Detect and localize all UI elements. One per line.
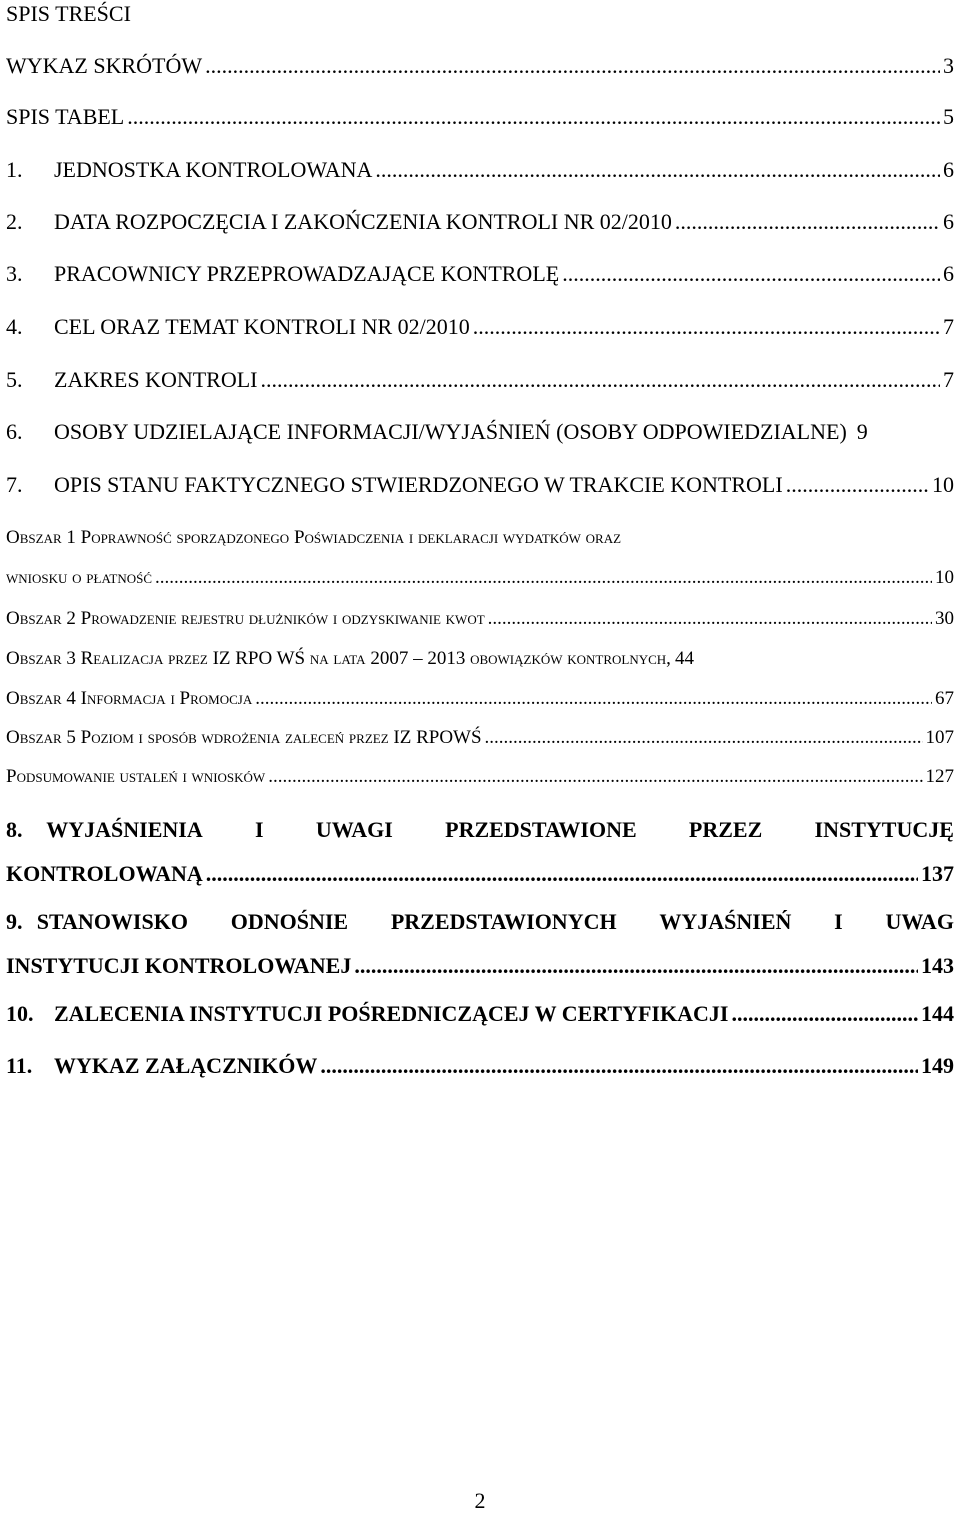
toc-entry-label: JEDNOSTKA KONTROLOWANA: [54, 157, 373, 182]
toc-dot-leader: [155, 564, 932, 592]
toc-word: WYJAŚNIENIA: [46, 817, 203, 842]
toc-entry-page: 9: [856, 419, 868, 444]
toc-dot-leader: [786, 471, 929, 499]
toc-subentry-obszar-3[interactable]: [6, 645, 954, 673]
toc-entry-3[interactable]: [6, 260, 954, 288]
toc-entry-page: 127: [925, 766, 954, 787]
toc-entry-label: DATA ROZPOCZĘCIA I ZAKOŃCZENIA KONTROLI NR 02/2010: [54, 209, 672, 234]
toc-word: WYJAŚNIEŃ: [659, 909, 792, 934]
toc-entry-label: ZALECENIA INSTYTUCJI POŚREDNICZĄCEJ W CERTYFIKACJI: [54, 1001, 729, 1026]
toc-entry-number: 10.: [6, 1001, 34, 1026]
toc-subentry-label: Obszar 2 Prowadzenie rejestru dłużników i odzyskiwanie kwot: [6, 608, 485, 629]
toc-dot-leader: [261, 366, 941, 394]
toc-entry-label: PRACOWNICY PRZEPROWADZAJĄCE KONTROLĘ: [54, 261, 560, 286]
page-number: 2: [474, 1488, 486, 1513]
toc-entry-page: 3: [943, 53, 954, 78]
toc-dot-leader: [485, 724, 923, 752]
toc-entry-5[interactable]: [6, 366, 954, 394]
toc-dot-leader: [268, 763, 922, 791]
toc-entry-number: 11.: [6, 1053, 33, 1078]
toc-dot-leader: [205, 52, 940, 80]
toc-entry-10[interactable]: [6, 1000, 954, 1028]
toc-entry-label: ZAKRES KONTROLI: [54, 367, 258, 392]
toc-entry-spis-tabel[interactable]: [6, 103, 954, 131]
toc-dot-leader: [354, 952, 918, 980]
toc-dot-leader: [206, 860, 918, 888]
toc-dot-leader: [473, 313, 940, 341]
toc-word: I: [255, 817, 264, 842]
toc-subentry-label-line1: Obszar 1 Poprawność sporządzonego Poświadczenia i deklaracji wydatków oraz: [6, 527, 622, 548]
toc-word: UWAGI: [315, 817, 393, 842]
toc-entry-page: 6: [943, 157, 954, 182]
page-title: SPIS TREŚCI: [6, 1, 131, 26]
toc-entry-page: 10: [932, 472, 954, 497]
toc-entry-label: WYKAZ ZAŁĄCZNIKÓW: [54, 1053, 318, 1078]
toc-entry-number: 7.: [6, 472, 23, 497]
toc-entry-page: 6: [943, 261, 954, 286]
toc-subentry-podsumowanie[interactable]: [6, 763, 954, 791]
toc-entry-page: 143: [921, 953, 954, 978]
toc-entry-page: 6: [943, 209, 954, 234]
toc-dot-leader: [375, 156, 940, 184]
toc-entry-wykaz-skrotow[interactable]: [6, 52, 954, 80]
toc-entry-2[interactable]: [6, 208, 954, 236]
toc-word: ODNOŚNIE: [230, 909, 349, 934]
toc-entry-number: 1.: [6, 157, 23, 182]
toc-dot-leader: [488, 605, 932, 633]
toc-entry-label-line2: KONTROLOWANĄ: [6, 861, 203, 886]
toc-entry-page: 7: [943, 314, 954, 339]
toc-dot-leader: [562, 260, 940, 288]
toc-entry-number: 4.: [6, 314, 23, 339]
toc-word: PRZEZ: [688, 817, 763, 842]
toc-dot-leader: [127, 103, 940, 131]
toc-entry-label-line2: INSTYTUCJI KONTROLOWANEJ: [6, 953, 352, 978]
toc-entry-page: 144: [921, 1001, 954, 1026]
toc-entry-9[interactable]: 9. STANOWISKO ODNOŚNIE PRZEDSTAWIONYCH WYJAŚNIEŃ I UWAG INSTYTUCJI KONTROLOWANEJ ..... 143: [6, 908, 954, 980]
toc-dot-leader: [255, 685, 932, 713]
toc-entry-label: CEL ORAZ TEMAT KONTROLI NR 02/2010: [54, 314, 470, 339]
toc-entry-page: 107: [925, 727, 954, 748]
toc-word: PRZEDSTAWIONYCH: [390, 909, 617, 934]
toc-entry-number: 6.: [6, 419, 23, 444]
toc-entry-page: 5: [943, 104, 954, 129]
toc-entry-label: SPIS TABEL: [6, 104, 125, 129]
toc-entry-page: 10: [935, 567, 954, 588]
toc-entry-page: 44: [674, 648, 694, 669]
toc-entry-1[interactable]: [6, 156, 954, 184]
toc-subentry-obszar-1[interactable]: [6, 524, 954, 592]
toc-entry-4[interactable]: [6, 313, 954, 341]
toc-subentry-label: Obszar 5 Poziom i sposób wdrożenia zaleceń przez IZ RPOWŚ: [6, 727, 482, 748]
toc-subentry-label: Obszar 4 Informacja i Promocja: [6, 688, 253, 709]
toc-entry-page: 67: [935, 688, 954, 709]
toc-entry-page: 137: [921, 861, 954, 886]
toc-word: INSTYTUCJĘ: [814, 817, 954, 842]
toc-entry-label: WYKAZ SKRÓTÓW: [6, 53, 203, 78]
toc-dot-leader: [675, 208, 940, 236]
toc-subentry-label: Obszar 3 Realizacja przez IZ RPO WŚ na lata 2007 – 2013 obowiązków kontrolnych,: [6, 648, 671, 669]
toc-entry-number: 2.: [6, 209, 23, 234]
toc-word: I: [834, 909, 843, 934]
toc-subentry-label: Podsumowanie ustaleń i wniosków: [6, 766, 266, 787]
toc-entry-page: 30: [935, 608, 954, 629]
toc-word: UWAG: [885, 909, 954, 934]
toc-subentry-obszar-4[interactable]: [6, 685, 954, 713]
toc-entry-7[interactable]: [6, 471, 954, 499]
toc-entry-8[interactable]: 8. WYJAŚNIENIA I UWAGI PRZEDSTAWIONE PRZEZ INSTYTUCJĘ KONTROLOWANĄ ..... 137: [6, 816, 954, 888]
toc-word: PRZEDSTAWIONE: [445, 817, 637, 842]
toc-entry-page: 7: [943, 367, 954, 392]
toc-subentry-obszar-5[interactable]: [6, 724, 954, 752]
toc-dot-leader: [320, 1052, 918, 1080]
toc-dot-leader: [731, 1000, 918, 1028]
toc-entry-page: 149: [921, 1053, 954, 1078]
toc-entry-number: 3.: [6, 261, 23, 286]
toc-entry-number: 5.: [6, 367, 23, 392]
toc-subentry-label-line2: wniosku o płatność: [6, 567, 153, 588]
toc-entry-11[interactable]: [6, 1052, 954, 1080]
toc-word: STANOWISKO: [36, 909, 188, 934]
toc-subentry-obszar-2[interactable]: [6, 605, 954, 633]
toc-entry-label: OPIS STANU FAKTYCZNEGO STWIERDZONEGO W TRAKCIE KONTROLI: [54, 472, 783, 497]
toc-entry-6[interactable]: [6, 418, 954, 446]
toc-entry-label: OSOBY UDZIELAJĄCE INFORMACJI/WYJAŚNIEŃ (OSOBY ODPOWIEDZIALNE): [54, 419, 847, 444]
